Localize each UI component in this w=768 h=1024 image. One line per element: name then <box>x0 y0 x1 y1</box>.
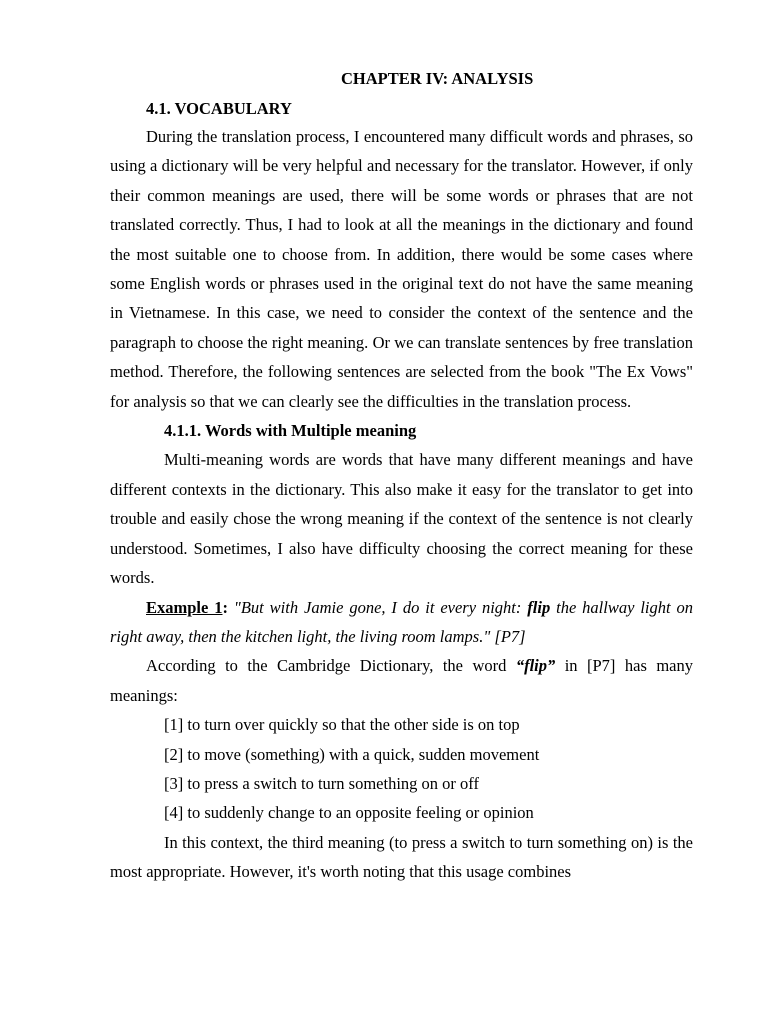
dictionary-before: According to the Cambridge Dictionary, the word <box>146 656 516 676</box>
section-title: 4.1. VOCABULARY <box>146 99 292 118</box>
example-paragraph <box>110 593 693 652</box>
dictionary-paragraph <box>110 651 693 710</box>
definition-item: [4] to suddenly change to an opposite feeling or opinion <box>164 803 534 823</box>
document-page <box>110 62 693 887</box>
definition-item: [3] to press a switch to turn something on or off <box>164 773 479 793</box>
dictionary-after: in [P7] has many meanings: <box>110 656 693 705</box>
definition-item: [2] to move (something) with a quick, sudden movement <box>164 744 540 764</box>
definition-item: [1] to turn over quickly so that the other side is on top <box>164 715 520 735</box>
definition-list <box>110 710 693 828</box>
example-colon: : <box>222 597 228 617</box>
subsection-title: 4.1.1. Words with Multiple meaning <box>164 421 417 441</box>
chapter-title: CHAPTER IV: ANALYSIS <box>341 69 534 88</box>
example-label: Example 1 <box>146 597 223 617</box>
example-quote-after: the hallway light on right away, then the kitchen light, the living room lamps." [P7] <box>110 597 694 646</box>
dictionary-keyword: “flip” <box>515 656 556 676</box>
example-quote-before: "But with Jamie gone, I do it every night: <box>233 597 528 617</box>
section-intro-paragraph: During the translation process, I encountered many difficult words and phrases, so using a dictionary will be very helpful and necessary for the translator. However, if only their common meanings are used, there will be some words or phrases that are not translated correctly. Thus, I had to look at all the meanings in the dictionary and found the most suitable one to choose from. In addition, there would be some cases where some English words or phrases used in the original text do not have the same meaning in Vietnamese. In this case, we need to consider the context of the sentence and the paragraph to choose the right meaning. Or we can translate sentences by free translation method. Therefore, the following sentences are selected from the book "The Ex Vows" for analysis so that we can clearly see the difficulties in the translation process. <box>110 127 693 411</box>
example-quote-keyword: flip <box>527 597 551 617</box>
conclusion-paragraph: In this context, the third meaning (to press a switch to turn something on) is the most appropriate. However, it's worth noting that this usage combines <box>110 832 693 882</box>
subsection-body-paragraph: Multi-meaning words are words that have many different meanings and have different contexts in the dictionary. This also make it easy for the translator to get into trouble and easily chose the wrong meaning if the context of the sentence is not clearly understood. Sometimes, I also have difficulty choosing the correct meaning for these words. <box>110 450 693 588</box>
